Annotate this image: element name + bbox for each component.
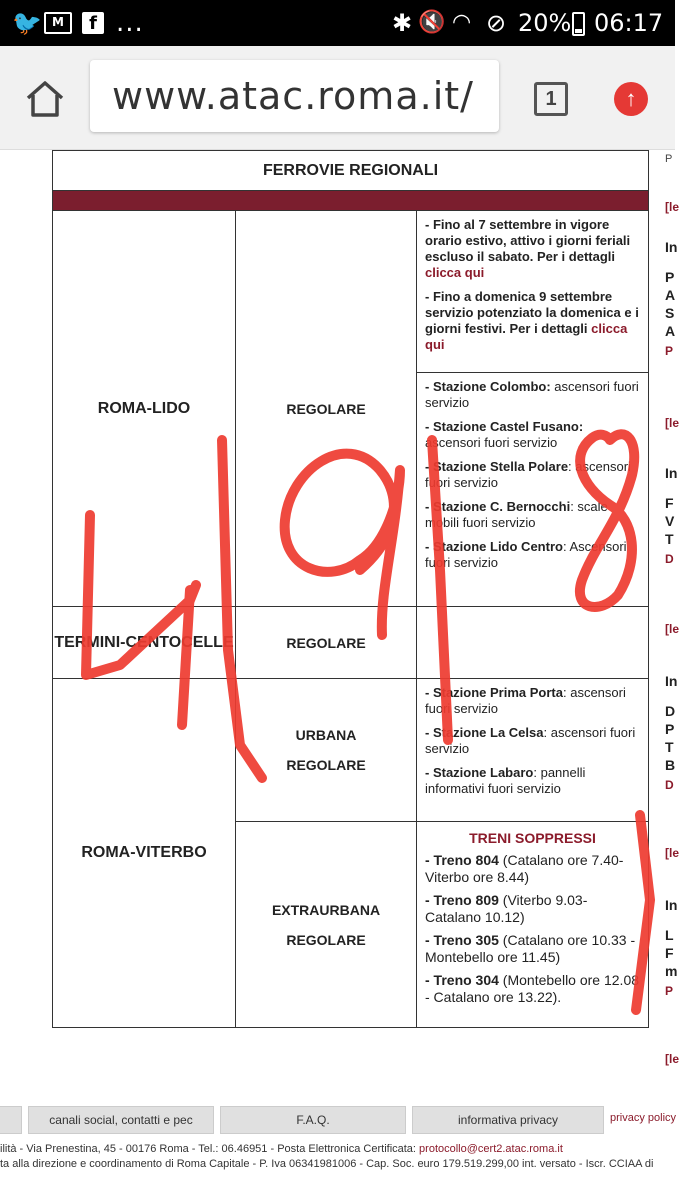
mute-icon: 🔇 [418,10,446,35]
gmail-icon: M [44,12,72,34]
treno-details: (Montebello ore 12.08 - Catalano ore 13.22). [425,972,640,1005]
notes-termini-centocelle [417,607,649,679]
note-item [425,539,640,571]
browser-toolbar [0,46,675,150]
clicca-qui-link[interactable]: clicca qui [425,321,628,352]
note-text: : ascensori fuori servizio [425,725,636,756]
status-bar [0,0,675,46]
news-item [655,896,685,1066]
status-label: URBANA [295,727,357,743]
note-item [425,685,640,717]
home-icon[interactable] [24,78,66,120]
note-text: : ascensori fuori servizio [425,459,631,490]
news-title[interactable]: L F m [665,927,678,979]
note-text: : pannelli informativi fuori servizio [425,765,586,796]
treno-details: (Catalano ore 7.40-Viterbo ore 8.44) [425,852,624,885]
news-category: In [665,239,678,255]
note-item [425,379,640,411]
note-text: : ascensori fuori servizio [425,685,626,716]
treno-details: (Viterbo 9.03-Catalano 10.12) [425,892,588,925]
news-date: P [665,344,674,358]
news-title[interactable]: F V T [665,495,675,547]
bluetooth-icon: ✱ [392,9,413,37]
status-label: EXTRAURBANA [271,901,381,918]
note-text: - Fino a domenica 9 settembre servizio potenziato la domenica e i giorni festivi. Per i dettagli [425,289,639,336]
battery-icon [572,12,585,36]
battery-percentage: 20% [518,9,572,37]
news-item [655,464,685,636]
treno-item [425,932,640,966]
note-item [425,419,640,451]
footer-address-text: ilità - Via Prenestina, 45 - 00176 Roma - Tel.: 06.46951 - Posta Elettronica Certificata: [0,1143,420,1155]
treno-number: - Treno 809 [425,892,499,908]
page-content [0,150,680,1200]
news-item [655,152,685,214]
privacy-info-button[interactable]: informativa privacy [412,1106,604,1134]
line-roma-viterbo: ROMA-VITERBO [53,679,236,1028]
news-item [655,672,685,860]
notes-roma-lido-bottom [417,373,649,607]
footer-legal: ta alla direzione e coordinamento di Roma Capitale - P. Iva 06341981006 - Cap. Soc. euro 179.519.299,00 int. versato - Iscr. CCIAA di [0,1158,654,1170]
treno-item [425,972,640,1006]
clicca-qui-link[interactable]: clicca qui [425,265,485,280]
notes-roma-lido-top [417,211,649,373]
note-item [425,289,640,353]
note-bold: - Stazione Prima Porta [425,685,563,700]
news-date: D [665,778,674,792]
privacy-policy-link[interactable]: privacy policy [610,1112,677,1124]
notes-roma-viterbo-urbana [417,679,649,822]
footer-address [0,1143,563,1155]
status-roma-viterbo-extraurbana [236,822,417,1028]
news-link[interactable]: [le [665,200,680,214]
note-item [425,459,640,491]
table-band [53,191,649,211]
data-saver-icon: ⊘ [486,9,507,37]
treno-number: - Treno 804 [425,852,499,868]
note-item [425,499,640,531]
news-category: In [665,673,678,689]
line-roma-lido: ROMA-LIDO [53,211,236,607]
news-date: P [665,984,674,998]
update-icon[interactable]: ↑ [614,82,648,116]
url-text: www.atac.roma.it/ [112,74,474,118]
status-value: REGOLARE [286,757,366,773]
note-bold: - Stazione La Celsa [425,725,544,740]
treni-soppressi-title: TRENI SOPPRESSI [469,830,596,846]
note-bold: - Stazione Labaro [425,765,534,780]
status-termini-centocelle: REGOLARE [236,607,417,679]
footer-button-partial[interactable] [0,1106,22,1134]
wifi-icon: ◠ [452,10,472,35]
news-text: P [665,153,673,165]
treno-item [425,892,640,926]
note-item [425,725,640,757]
treno-item [425,852,640,886]
note-bold: - Stazione Castel Fusano: [425,419,584,434]
note-text: ascensori fuori servizio [425,435,558,450]
tab-switcher-button[interactable]: 1 [534,82,568,116]
status-value: REGOLARE [286,931,366,948]
news-category: In [665,897,678,913]
news-link[interactable]: [le [665,1052,680,1066]
news-link[interactable]: [le [665,416,680,430]
url-field[interactable] [90,60,499,132]
treno-details: (Catalano ore 10.33 - Montebello ore 11.45) [425,932,636,965]
news-title[interactable]: P A S A [665,269,676,339]
note-bold: - Stazione Stella Polare [425,459,569,474]
note-text: : Ascensori fuori servizio [425,539,627,570]
note-text: - Fino al 7 settembre in vigore orario estivo, attivo i giorni feriali escluso il sabato. Per i dettagli [425,217,631,264]
note-item [425,217,640,281]
treno-number: - Treno 305 [425,932,499,948]
ferrovie-regionali-table [52,150,649,1028]
faq-button[interactable]: F.A.Q. [220,1106,406,1134]
notes-roma-viterbo-extraurbana [417,822,649,1028]
sidebar-news [655,150,680,1090]
facebook-icon: f [82,12,104,34]
footer-nav [0,1106,675,1136]
status-roma-viterbo-urbana [236,679,417,822]
note-bold: - Stazione C. Bernocchi [425,499,571,514]
treno-number: - Treno 304 [425,972,499,988]
social-contacts-button[interactable]: canali social, contatti e pec [28,1106,214,1134]
status-roma-lido: REGOLARE [236,211,417,607]
note-text: : scale mobili fuori servizio [425,499,608,530]
note-text: ascensori fuori servizio [425,379,639,410]
table-title: FERROVIE REGIONALI [53,151,649,191]
line-termini-centocelle: TERMINI-CENTOCELLE [53,607,236,679]
note-bold: - Stazione Lido Centro [425,539,563,554]
news-link[interactable]: [le [665,622,680,636]
news-item [655,238,685,430]
news-category: In [665,465,678,481]
note-bold: - Stazione Colombo: [425,379,551,394]
note-item [425,765,640,797]
news-link[interactable]: [le [665,846,680,860]
news-date: D [665,552,674,566]
pec-email-link[interactable]: protocollo@cert2.atac.roma.it [419,1143,563,1155]
news-title[interactable]: D P T B [665,703,676,773]
more-notifications: ... [116,8,144,38]
twitter-icon: 🐦 [12,9,42,37]
clock: 06:17 [594,9,664,37]
